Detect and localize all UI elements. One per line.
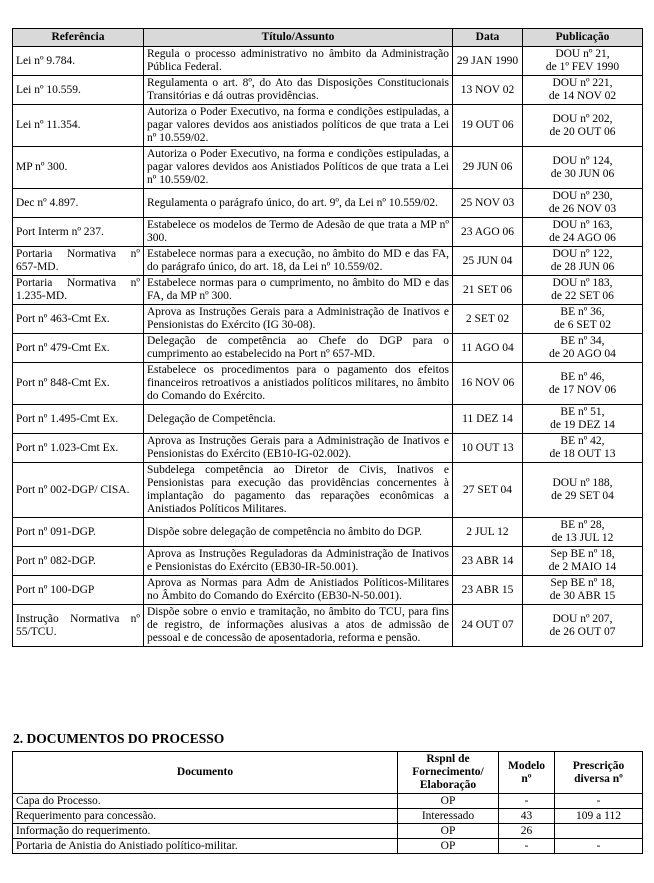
- cell-rspnl: OP: [398, 794, 499, 809]
- cell-prescricao: [555, 824, 643, 839]
- reference-row: [13, 547, 643, 576]
- cell-rspnl: Interessado: [398, 809, 499, 824]
- document-row: [13, 839, 643, 854]
- header-rspnl: [398, 752, 499, 794]
- publicacao-line: DOU nº 202,: [552, 112, 613, 125]
- cell-data: 13 NOV 02: [453, 76, 523, 105]
- cell-referencia: Port nº 100-DGP: [13, 576, 144, 605]
- cell-titulo: Dispõe sobre o envio e tramitação, no âmbito do TCU, para fins de registro, de informações alusivas a atos de admissão de pessoal e de concessão de aposentadoria, reforma e pensão.: [144, 605, 453, 647]
- cell-referencia: MP nº 300.: [13, 147, 144, 189]
- publicacao-line: de 14 NOV 02: [548, 90, 617, 102]
- cell-rspnl: OP: [398, 824, 499, 839]
- header-data: Data: [453, 29, 523, 47]
- cell-data: 23 ABR 15: [453, 576, 523, 605]
- cell-publicacao: [523, 463, 643, 518]
- publicacao-line: BE nº 34,: [560, 335, 605, 347]
- publicacao-line: BE nº 36,: [560, 306, 605, 318]
- publicacao-line: BE nº 51,: [560, 406, 605, 418]
- cell-data: 23 ABR 14: [453, 547, 523, 576]
- cell-publicacao: [523, 334, 643, 363]
- publicacao-line: de 30 JUN 06: [550, 167, 615, 180]
- reference-row: [13, 47, 643, 76]
- cell-referencia: Dec nº 4.897.: [13, 189, 144, 218]
- cell-referencia: Lei nº 11.354.: [13, 105, 144, 147]
- header-referencia: Referência: [13, 29, 144, 47]
- cell-referencia: Port nº 1.023-Cmt Ex.: [13, 434, 144, 463]
- header-publicacao: Publicação: [523, 29, 643, 47]
- cell-publicacao: [523, 434, 643, 463]
- cell-prescricao: -: [555, 794, 643, 809]
- cell-referencia: Instrução Normativa nº 55/TCU.: [13, 605, 144, 647]
- cell-data: 19 OUT 06: [453, 105, 523, 147]
- publicacao-line: DOU nº 124,: [552, 154, 613, 167]
- cell-data: 24 OUT 07: [453, 605, 523, 647]
- header-documento: Documento: [13, 752, 398, 794]
- reference-row: [13, 405, 643, 434]
- cell-modelo: -: [499, 794, 555, 809]
- document-row: [13, 794, 643, 809]
- cell-titulo: Autoriza o Poder Executivo, na forma e condições estipuladas, a pagar valores devidos aos Anistiados Políticos de que trata a Lei nº 10.559/02.: [144, 147, 453, 189]
- cell-titulo: Autoriza o Poder Executivo, na forma e condições estipuladas, a pagar valores devidos aos anistiados políticos de que trata a Lei nº 10.559/02.: [144, 105, 453, 147]
- cell-documento: Informação do requerimento.: [13, 824, 398, 839]
- publicacao-line: de 20 AGO 04: [549, 348, 616, 360]
- reference-row: [13, 76, 643, 105]
- cell-titulo: Estabelece os modelos de Termo de Adesão de que trata a MP nº 300.: [144, 218, 453, 247]
- cell-modelo: -: [499, 839, 555, 854]
- publicacao-line: de 19 DEZ 14: [550, 419, 615, 431]
- reference-row: [13, 334, 643, 363]
- references-header-row: [13, 29, 643, 47]
- publicacao-line: de 24 AGO 06: [549, 232, 616, 244]
- cell-prescricao: 109 a 112: [555, 809, 643, 824]
- cell-titulo: Aprova as Instruções Gerais para a Administração de Inativos e Pensionistas do Exército (IG 30-08).: [144, 305, 453, 334]
- reference-row: [13, 605, 643, 647]
- reference-row: [13, 463, 643, 518]
- cell-referencia: Port nº 1.495-Cmt Ex.: [13, 405, 144, 434]
- reference-row: [13, 434, 643, 463]
- cell-publicacao: [523, 305, 643, 334]
- cell-data: 2 SET 02: [453, 305, 523, 334]
- cell-titulo: Dispõe sobre delegação de competência no âmbito do DGP.: [144, 518, 453, 547]
- header-prescricao-line: diversa nº: [574, 772, 623, 785]
- cell-referencia: Port nº 091-DGP.: [13, 518, 144, 547]
- publicacao-line: de 1º FEV 1990: [545, 61, 620, 73]
- cell-publicacao: [523, 405, 643, 434]
- cell-titulo: Regulamenta o art. 8º, do Ato das Disposições Constitucionais Transitórias e dá outras providências.: [144, 76, 453, 105]
- cell-referencia: Portaria Normativa nº 657-MD.: [13, 247, 144, 276]
- cell-referencia: Port nº 082-DGP.: [13, 547, 144, 576]
- publicacao-line: DOU nº 221,: [552, 77, 613, 89]
- header-rspnl-line: Rspnl de: [426, 753, 470, 765]
- publicacao-line: de 22 SET 06: [551, 290, 614, 302]
- cell-data: 11 AGO 04: [453, 334, 523, 363]
- header-rspnl-line: Fornecimento/: [412, 766, 484, 778]
- cell-publicacao: [523, 105, 643, 147]
- cell-publicacao: [523, 363, 643, 405]
- cell-data: 16 NOV 06: [453, 363, 523, 405]
- cell-data: 27 SET 04: [453, 463, 523, 518]
- cell-titulo: Regula o processo administrativo no âmbito da Administração Pública Federal.: [144, 47, 453, 76]
- publicacao-line: de 28 JUN 06: [550, 261, 615, 273]
- cell-documento: Requerimento para concessão.: [13, 809, 398, 824]
- reference-row: [13, 247, 643, 276]
- publicacao-line: de 30 ABR 15: [549, 590, 616, 602]
- cell-referencia: Port Interm nº 237.: [13, 218, 144, 247]
- cell-data: 11 DEZ 14: [453, 405, 523, 434]
- reference-row: [13, 576, 643, 605]
- publicacao-line: de 26 NOV 03: [548, 203, 617, 215]
- header-titulo: Título/Assunto: [144, 29, 453, 47]
- cell-titulo: Aprova as Instruções Gerais para a Administração de Inativos e Pensionistas do Exército (EB10-IG-02.002).: [144, 434, 453, 463]
- publicacao-line: DOU nº 163,: [552, 219, 613, 231]
- header-modelo-line: nº: [521, 772, 532, 785]
- cell-titulo: Delegação de Competência.: [144, 405, 453, 434]
- reference-row: [13, 276, 643, 305]
- publicacao-line: DOU nº 21,: [555, 48, 610, 60]
- header-prescricao-line: Prescrição: [572, 759, 625, 772]
- cell-data: 29 JUN 06: [453, 147, 523, 189]
- cell-data: 25 NOV 03: [453, 189, 523, 218]
- publicacao-line: BE nº 28,: [560, 519, 605, 531]
- section-title: 2. DOCUMENTOS DO PROCESSO: [13, 731, 225, 746]
- header-prescricao: [555, 752, 643, 794]
- publicacao-line: Sep BE nº 18,: [550, 577, 615, 589]
- publicacao-line: de 6 SET 02: [554, 319, 611, 331]
- cell-publicacao: [523, 147, 643, 189]
- documents-table: [12, 751, 643, 854]
- cell-referencia: Lei nº 9.784.: [13, 47, 144, 76]
- documents-header-row: [13, 752, 643, 794]
- cell-referencia: Lei nº 10.559.: [13, 76, 144, 105]
- cell-rspnl: OP: [398, 839, 499, 854]
- cell-titulo: Estabelece normas para o cumprimento, no âmbito do MD e das FA, da MP nº 300.: [144, 276, 453, 305]
- cell-titulo: Subdelega competência ao Diretor de Civis, Inativos e Pensionistas para execução das providências concernentes à implantação do pagamento das reparações econômicas a Anistiados Políticos Militares.: [144, 463, 453, 518]
- publicacao-line: de 2 MAIO 14: [548, 561, 617, 573]
- cell-modelo: 43: [499, 809, 555, 824]
- cell-publicacao: [523, 605, 643, 647]
- cell-publicacao: [523, 76, 643, 105]
- cell-referencia: Port nº 479-Cmt Ex.: [13, 334, 144, 363]
- cell-titulo: Aprova as Normas para Adm de Anistiados Políticos-Militares no Âmbito do Comando do Exército (EB30-N-50.001).: [144, 576, 453, 605]
- cell-publicacao: [523, 247, 643, 276]
- cell-publicacao: [523, 47, 643, 76]
- cell-publicacao: [523, 189, 643, 218]
- publicacao-line: BE nº 42,: [560, 435, 605, 447]
- cell-referencia: Port nº 463-Cmt Ex.: [13, 305, 144, 334]
- header-modelo-line: Modelo: [507, 759, 546, 772]
- publicacao-line: de 26 OUT 07: [549, 625, 616, 638]
- cell-documento: Portaria de Anistia do Anistiado político-militar.: [13, 839, 398, 854]
- cell-data: 10 OUT 13: [453, 434, 523, 463]
- cell-titulo: Estabelece os procedimentos para o pagamento dos efeitos financeiros retroativos a anistiados políticos militares, no âmbito do Comando do Exército.: [144, 363, 453, 405]
- document-row: [13, 824, 643, 839]
- reference-row: [13, 363, 643, 405]
- cell-modelo: 26: [499, 824, 555, 839]
- reference-row: [13, 189, 643, 218]
- cell-data: 2 JUL 12: [453, 518, 523, 547]
- reference-row: [13, 518, 643, 547]
- publicacao-line: de 20 OUT 06: [549, 125, 616, 138]
- publicacao-line: DOU nº 207,: [552, 612, 613, 625]
- cell-titulo: Aprova as Instruções Reguladoras da Administração de Inativos e Pensionistas do Exército (EB30-IR-50.001).: [144, 547, 453, 576]
- reference-row: [13, 105, 643, 147]
- header-modelo: [499, 752, 555, 794]
- cell-publicacao: [523, 518, 643, 547]
- reference-row: [13, 218, 643, 247]
- reference-row: [13, 147, 643, 189]
- cell-documento: Capa do Processo.: [13, 794, 398, 809]
- cell-publicacao: [523, 218, 643, 247]
- publicacao-line: DOU nº 230,: [552, 190, 613, 202]
- publicacao-line: de 18 OUT 13: [549, 448, 616, 460]
- cell-referencia: Portaria Normativa nº 1.235-MD.: [13, 276, 144, 305]
- cell-publicacao: [523, 276, 643, 305]
- publicacao-line: de 13 JUL 12: [551, 532, 614, 544]
- publicacao-line: de 29 SET 04: [551, 490, 614, 502]
- publicacao-line: de 17 NOV 06: [548, 383, 617, 396]
- cell-prescricao: -: [555, 839, 643, 854]
- cell-publicacao: [523, 576, 643, 605]
- cell-referencia: Port nº 848-Cmt Ex.: [13, 363, 144, 405]
- cell-titulo: Delegação de competência ao Chefe do DGP para o cumprimento ao estabelecido na Port nº 657-MD.: [144, 334, 453, 363]
- references-table: [12, 28, 643, 647]
- document-row: [13, 809, 643, 824]
- publicacao-line: BE nº 46,: [560, 370, 605, 383]
- cell-data: 25 JUN 04: [453, 247, 523, 276]
- cell-data: 23 AGO 06: [453, 218, 523, 247]
- publicacao-line: DOU nº 122,: [552, 248, 613, 260]
- header-rspnl-line: Elaboração: [419, 779, 477, 791]
- publicacao-line: DOU nº 183,: [552, 277, 613, 289]
- reference-row: [13, 305, 643, 334]
- cell-publicacao: [523, 547, 643, 576]
- cell-referencia: Port nº 002-DGP/ CISA.: [13, 463, 144, 518]
- cell-titulo: Regulamenta o parágrafo único, do art. 9º, da Lei nº 10.559/02.: [144, 189, 453, 218]
- cell-data: 29 JAN 1990: [453, 47, 523, 76]
- publicacao-line: Sep BE nº 18,: [550, 548, 615, 560]
- publicacao-line: DOU nº 188,: [552, 477, 613, 489]
- cell-titulo: Estabelece normas para a execução, no âmbito do MD e das FA, do parágrafo único, do art. 18, da Lei nº 10.559/02.: [144, 247, 453, 276]
- cell-data: 21 SET 06: [453, 276, 523, 305]
